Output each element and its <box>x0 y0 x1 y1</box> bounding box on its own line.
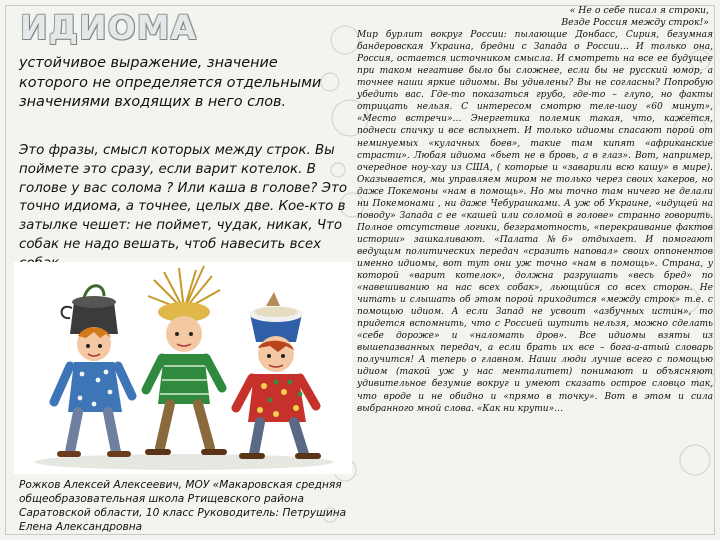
idiom-poem: Это фразы, смысл которых между строк. Вы поймете это сразу, если варит котелок. В голове у вас солома ? Или каша в голове? Это точно идиома, а точнее, целых две. Кое-кто в затылке чешет: не поймет, чудак, никак, Что собак не надо вешать, чтоб навесить всех <box>19 143 348 252</box>
article-column <box>357 5 713 415</box>
idiom-definition: устойчивое выражение, значение которого не определяется отдельными значениями входящих в него слов. <box>19 55 322 110</box>
cartoon-illustration <box>14 262 352 474</box>
epigraph-line-2: Везде Россия между строк!» <box>561 17 709 29</box>
article-body: Мир бурлит вокруг России: пылающие Донбасс, Сирия, безумная бандеровская Украина, бредни с Запада о России… И только она, Россия, остается источником смысла. И смотреть на все ее будущее при таком негативе было бы сложнее, если бы не русский юмор, а точнее наши яркие идиомы. Вы удивлены? Вы не согласны? Попробую убедить вас. Где-то показаться грубо, где-то – глупо, но факты отрицать нельзя. С интересом смотрю теле-шоу «60 минут», «Место встречи»… Энергетика полемик такая, что, кажется, поднеси спичку и все вспыхнет. И только идиомы спасают порой от неминуемых «кулачных боев», такие там кипят «африканские страсти». Любая идиома «бьет не в бровь, а в глаз». Вот, например, очередное ноу-хау из США, ( которые и «заварили всю кашу» в мире). Оказывается, мы управляем миром не только через своих хакеров, но даже Покемоны «нам в помощь». Но мы точно там ничего не делали ни Покемонами , ни даже Чебурашками. А уж об Украине, «идущей на поводу» Запада с ее «кашей или соломой в голове» странно говорить. Полное отсутствие логики, безграмотность, «перекраивание фактов истории» зашкаливают. «Палата №6» отдыхает. И помогают ведущим политических передач «сразить наповал» своих оппонентов именно идиомы, вот тут они уж точно «нам в помощь». Страна, у которой «варит котелок», должна разрушать «весь бред» по «навешиванию на нас всех собак», льющийся со всех сторон. Не читать и слышать об этом порой приходится «между строк» т.е. с помощью идиом. А если Запад не усвоит «азбучных истин», то придется вспомнить, что с Россией шутить нельзя, можно сделать «себе дороже» и «наломать дров». Все идиомы взяты из вышепазванных передач, а если брать их все – бога-а-атый словарь получится! А теперь о главном. Наши люди лучше всего с помощью идиом (такой уж у нас менталитет) понимают и объясняют удивительное безумие вокруг и умеют сказать острое словцо так, что вроде и не обидно и «прямо в точку». Вот в этом и сила выбранного мной слова. «Как ни крути»… <box>357 30 713 414</box>
epigraph-line-1: « Не о себе писал я строки, <box>569 5 709 16</box>
author-credits: Рожков Алексей Алексеевич, МОУ «Макаровская средняя общеобразовательная школа Ртищевского района Саратовской области, 10 класс Руководитель: Петрушина Елена Александровна <box>19 479 347 533</box>
page-title: ИДИОМА <box>20 8 198 47</box>
